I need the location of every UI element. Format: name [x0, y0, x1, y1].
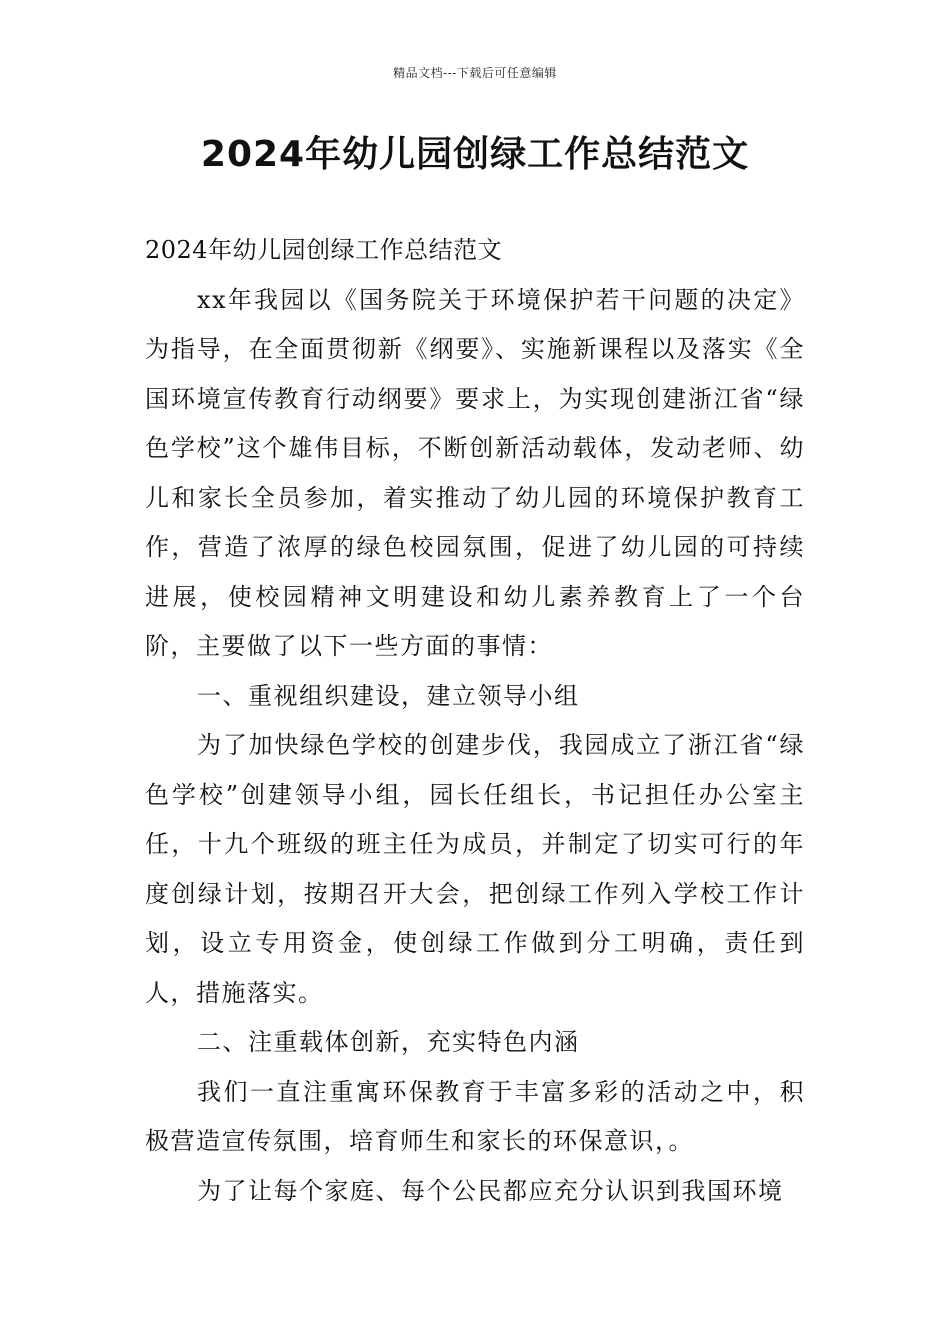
section-heading-2: 二、注重载体创新，充实特色内涵 — [197, 1028, 580, 1056]
section-2-paragraph-continued: 为了让每个家庭、每个公民都应充分认识到我国环境 — [197, 1176, 784, 1205]
intro-paragraph: xx年我园以《国务院关于环境保护若干问题的决定》为指导，在全面贯彻新《纲要》、实施新课程以及落实《全国环境宣传教育行动纲要》要求上，为实现创建浙江省“绿色学校”这个雄伟目标，不断创新活动载体，发动老师、幼儿和家长全员参加，着实推动了幼儿园的环境保护教育工作，营造了浓厚的绿色校园氛围，促进了幼儿园的可持续进展，使校园精神文明建设和幼儿素养教育上了一个台阶，主要做了以下一些方面的事情： — [145, 285, 805, 660]
section-heading-1: 一、重视组织建设，建立领导小组 — [197, 681, 580, 710]
document-title: 2024年幼儿园创绿工作总结范文 — [200, 134, 750, 175]
section-2-paragraph: 我们一直注重寓环保教育于丰富多彩的活动之中，积极营造宣传氛围，培育师生和家长的环保意识，。 — [145, 1077, 805, 1155]
document-body — [145, 226, 805, 1216]
body-subtitle: 2024年幼儿园创绿工作总结范文 — [145, 236, 503, 264]
section-1-paragraph: 为了加快绿色学校的创建步伐，我园成立了浙江省“绿色学校”创建领导小组，园长任组长，书记担任办公室主任，十九个班级的班主任为成员，并制定了切实可行的年度创绿计划，按期召开大会，把创绿工作列入学校工作计划，设立专用资金，使创绿工作做到分工明确，责任到人，措施落实。 — [145, 731, 805, 1007]
header-note: 精品文档---下载后可任意编辑 — [393, 66, 557, 80]
